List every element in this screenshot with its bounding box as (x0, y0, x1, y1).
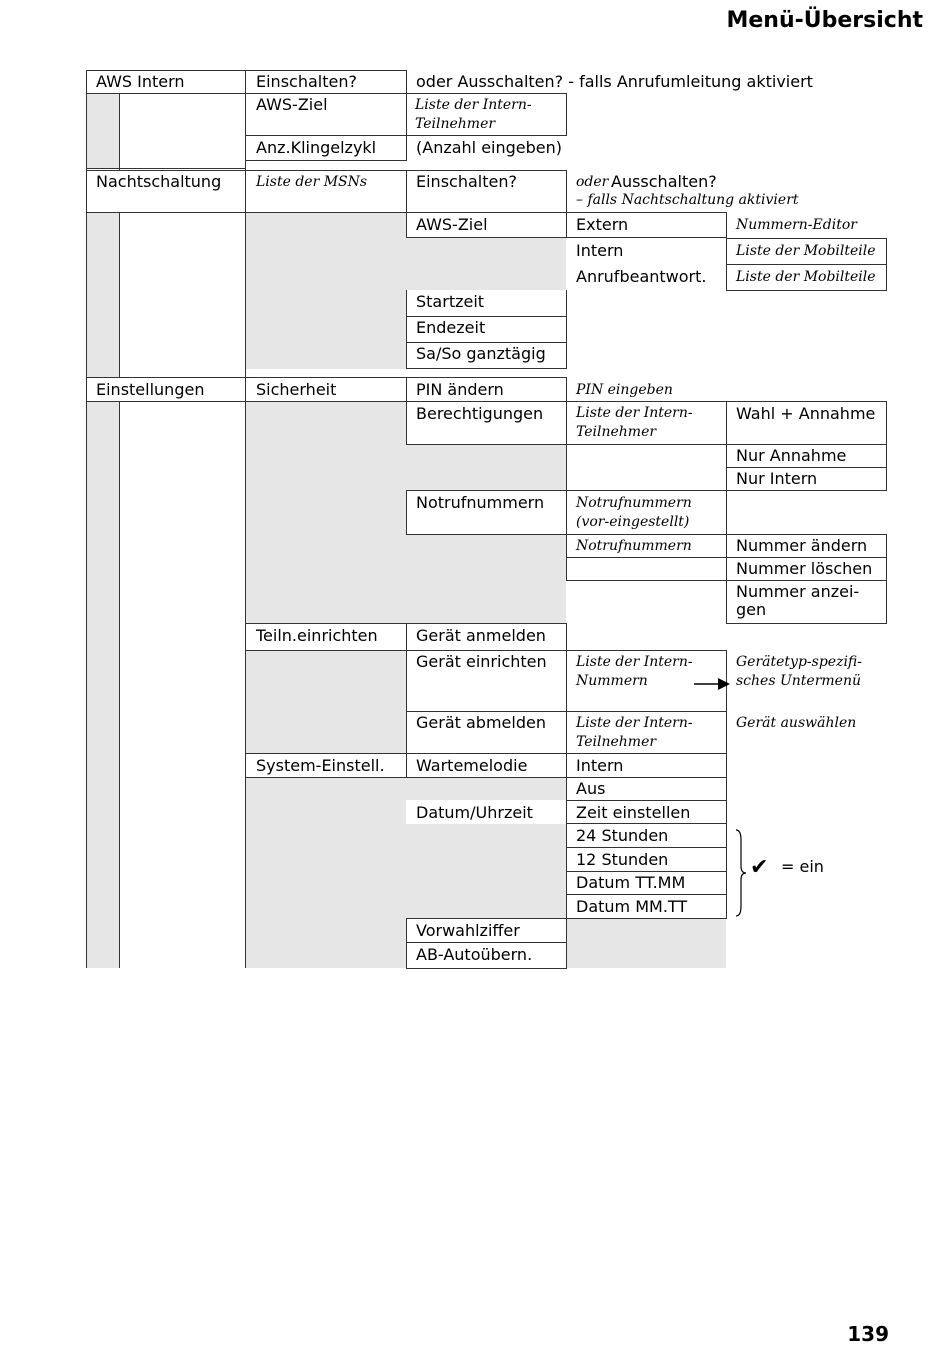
nacht-mobilteile2: Liste der Mobilteile (736, 269, 876, 285)
nacht-einschalten-label: Einschalten? (416, 172, 517, 191)
nacht-extern-label: Extern (576, 215, 629, 234)
berechtigungen-label: Berechtigungen (416, 404, 544, 423)
geraet-abmelden-label: Gerät abmelden (416, 713, 546, 732)
nacht-nummern-editor: Nummern-Editor (736, 217, 857, 233)
h12-label: 12 Stunden (576, 850, 669, 869)
nacht-aws-ziel-label: AWS-Ziel (416, 215, 488, 234)
aws-ausschalten-note: oder Ausschalten? - falls Anrufumleitung aktiviert (416, 72, 813, 91)
page-number: 139 (847, 1322, 889, 1346)
teiln-einrichten-label: Teiln.einrichten (256, 626, 378, 645)
nur-intern-label: Nur Intern (736, 469, 818, 488)
datum-shade (406, 823, 566, 918)
pin-aendern-label: PIN ändern (416, 380, 504, 399)
berechtigungen-shade (406, 444, 566, 490)
aws-ziel-label: AWS-Ziel (256, 95, 328, 114)
aws-klingel-note: (Anzahl eingeben) (416, 138, 563, 157)
vorwahlziffer-label: Vorwahlziffer (416, 921, 520, 940)
nacht-aws-ziel-shade (406, 237, 566, 290)
geraet-anmelden-label: Gerät anmelden (416, 626, 546, 645)
right-brace-icon (734, 828, 748, 918)
h24-label: 24 Stunden (576, 826, 669, 845)
nummer-loeschen-label: Nummer löschen (736, 559, 873, 578)
geraet-einrichten-label: Gerät einrichten (416, 652, 547, 671)
wm-aus-label: Aus (576, 779, 606, 798)
nacht-msn-list: Liste der MSNs (256, 174, 368, 190)
teilnehmer-split-line (566, 444, 727, 445)
system-einstell-label: System-Einstell. (256, 756, 385, 775)
intern-nummern: Liste der Intern-Nummern (576, 654, 693, 689)
datum-mmtt-label: Datum MM.TT (576, 897, 688, 916)
nacht-ausschalten: Ausschalten? (611, 172, 717, 191)
aws-einschalten-label: Einschalten? (256, 72, 357, 91)
nacht-indent-shade (87, 212, 120, 377)
nacht-intern-label: Intern (576, 241, 624, 260)
teilnehmer-list: Liste der Intern-Teilnehmer (576, 405, 693, 440)
aws-intern-label: AWS Intern (96, 72, 185, 91)
aws-bottom-line (86, 168, 246, 169)
pin-eingeben: PIN eingeben (576, 382, 673, 398)
nacht-startzeit-label: Startzeit (416, 292, 485, 311)
nacht-oder: oder (576, 174, 609, 190)
nummer-anzeigen-label: Nummer anzei-gen (736, 582, 860, 619)
datum-uhrzeit-label: Datum/Uhrzeit (416, 803, 533, 822)
nacht-anrufbeantwort-label: Anrufbeantwort. (576, 267, 707, 286)
nacht-saso-label: Sa/So ganztägig (416, 344, 546, 363)
nacht-label: Nachtschaltung (96, 172, 222, 191)
aws-klingel-label: Anz.Klingelzykl (256, 138, 377, 157)
wartemelodie-shade (406, 777, 566, 800)
aws-indent-shade (87, 94, 120, 169)
notruf-shade-1 (406, 534, 566, 580)
nacht-endezeit-label: Endezeit (416, 318, 486, 337)
teiln-submenu-shade (246, 650, 406, 753)
ein-legend: = ein (781, 857, 824, 876)
nacht-submenu-shade (246, 212, 406, 369)
checkmark-icon: ✔ (750, 855, 769, 880)
system-submenu-shade (246, 777, 406, 968)
vorwahl-shade (566, 918, 726, 968)
sicherheit-submenu-shade (246, 401, 406, 623)
notruf-shade-2 (406, 580, 566, 623)
notruf-list: Notrufnummern (576, 538, 692, 554)
notrufnummern-label: Notrufnummern (416, 493, 545, 512)
einst-label: Einstellungen (96, 380, 205, 399)
geraet-auswaehlen: Gerät auswählen (736, 715, 857, 731)
aws-ziel-list: Liste der Intern-Teilnehmer (415, 97, 532, 132)
einst-indent-shade (87, 401, 120, 968)
sicherheit-label: Sicherheit (256, 380, 337, 399)
wm-intern-label: Intern (576, 756, 624, 775)
teilnehmer-list2: Liste der Intern-Teilnehmer (576, 715, 693, 750)
zeit-einstellen-label: Zeit einstellen (576, 803, 691, 822)
nacht-mobilteile1: Liste der Mobilteile (736, 243, 876, 259)
arrow-right-icon (694, 676, 732, 692)
notruf-vor: Notrufnummern (vor-eingestellt) (576, 495, 692, 530)
wartemelodie-label: Wartemelodie (416, 756, 528, 775)
wahl-annahme-label: Wahl + Annahme (736, 404, 876, 423)
indent-line (119, 94, 120, 968)
nur-annahme-label: Nur Annahme (736, 446, 847, 465)
datum-ttmm-label: Datum TT.MM (576, 873, 686, 892)
page-header: Menü-Übersicht (726, 8, 923, 33)
nummer-aendern-label: Nummer ändern (736, 536, 868, 555)
geraetetyp-note: Gerätetyp-spezifi-sches Untermenü (736, 654, 862, 689)
notruf-empty-cell (566, 557, 727, 581)
ab-autouebern-label: AB-Autoübern. (416, 945, 533, 964)
nacht-falls-note: – falls Nachtschaltung aktiviert (576, 192, 799, 208)
